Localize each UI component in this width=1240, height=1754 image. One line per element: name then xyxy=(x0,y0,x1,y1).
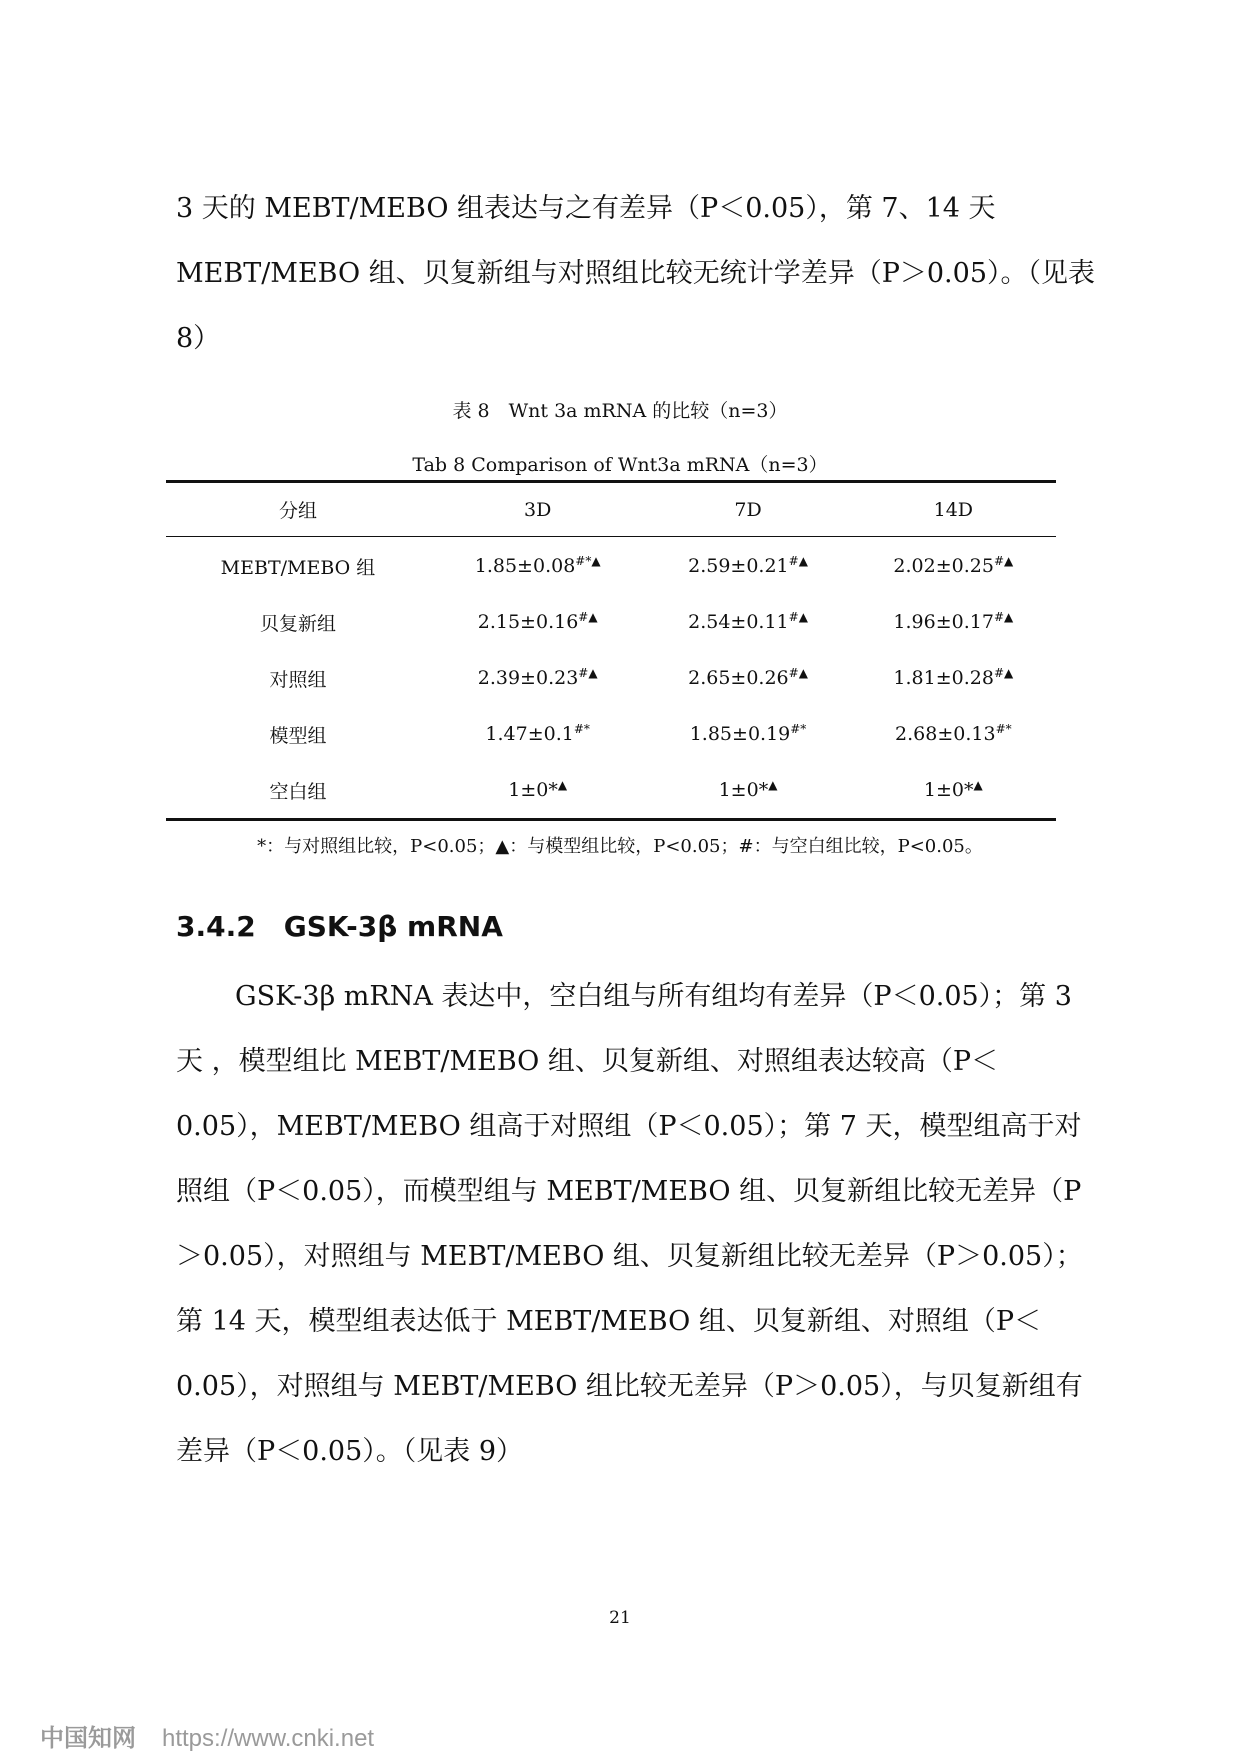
table-row xyxy=(166,537,1056,595)
significance-mark: ▲ xyxy=(557,778,568,792)
significance-mark: #▲ xyxy=(578,610,598,624)
cell-value: 2.39±0.23 xyxy=(477,667,579,689)
cell-14d xyxy=(851,706,1056,762)
page-number: 21 xyxy=(609,1608,631,1628)
cell-value: 1.81±0.28 xyxy=(893,667,994,689)
cell-value: 2.68±0.13 xyxy=(895,723,996,745)
significance-mark: #▲ xyxy=(993,610,1014,624)
cell-14d xyxy=(851,594,1056,650)
cell-7d xyxy=(645,706,850,762)
significance-mark: #* xyxy=(573,722,590,736)
significance-mark: #*▲ xyxy=(575,554,601,568)
cell-value: 2.59±0.21 xyxy=(688,555,789,577)
body-paragraph-1: 3 天的 MEBT/MEBO 组表达与之有差异（P＜0.05），第 7、14 天 MEBT/MEBO 组、贝复新组与对照组比较无统计学差异（P＞0.05）。（见表 8） xyxy=(176,193,1096,354)
significance-mark: #▲ xyxy=(788,554,808,568)
cell-7d xyxy=(645,762,850,820)
table-row xyxy=(166,650,1056,706)
cnki-logo-text: 中国知网 xyxy=(40,1725,136,1752)
significance-mark: #▲ xyxy=(788,610,808,624)
cell-3d xyxy=(430,762,645,820)
cell-3d xyxy=(430,706,645,762)
cell-value: 1.96±0.17 xyxy=(893,611,994,633)
cell-3d xyxy=(430,594,645,650)
wnt3a-table xyxy=(166,480,1056,821)
significance-mark: #▲ xyxy=(993,554,1014,568)
cell-3d xyxy=(430,537,645,595)
cell-14d xyxy=(851,537,1056,595)
table-row xyxy=(166,594,1056,650)
header-7d: 7D xyxy=(645,482,850,537)
row-group-label: MEBT/MEBO 组 xyxy=(220,556,376,579)
row-group-label: 对照组 xyxy=(269,668,327,691)
table-row xyxy=(166,762,1056,820)
cell-value: 1±0* xyxy=(718,779,769,801)
header-14d: 14D xyxy=(851,482,1056,537)
table-footnote: *：与对照组比较，P<0.05；▲：与模型组比较，P<0.05；#：与空白组比较，P<0.05。 xyxy=(257,836,983,857)
significance-mark: ▲ xyxy=(768,778,778,792)
row-group-label: 贝复新组 xyxy=(259,612,336,635)
cell-7d xyxy=(645,594,850,650)
table-caption-en: Tab 8 Comparison of Wnt3a mRNA（n=3） xyxy=(412,454,828,476)
significance-mark: #▲ xyxy=(578,666,598,680)
section-heading: 3.4.2 GSK-3β mRNA xyxy=(176,910,503,943)
cell-value: 2.65±0.26 xyxy=(688,667,789,689)
cell-value: 2.15±0.16 xyxy=(477,611,579,633)
cell-value: 2.54±0.11 xyxy=(688,611,789,633)
table-header-row xyxy=(166,482,1056,537)
cell-7d xyxy=(645,650,850,706)
row-group-label: 空白组 xyxy=(269,780,327,803)
significance-mark: #▲ xyxy=(788,666,808,680)
cell-14d xyxy=(851,650,1056,706)
significance-mark: #* xyxy=(790,722,807,736)
significance-mark: ▲ xyxy=(973,778,983,792)
significance-mark: #▲ xyxy=(993,666,1014,680)
cell-value: 1.85±0.08 xyxy=(474,555,576,577)
table-caption-cn: 表 8 Wnt 3a mRNA 的比较（n=3） xyxy=(452,400,788,422)
significance-mark: #* xyxy=(995,722,1012,736)
cell-value: 1.85±0.19 xyxy=(689,723,791,745)
cell-value: 1±0* xyxy=(508,779,558,801)
cell-3d xyxy=(430,650,645,706)
header-3d: 3D xyxy=(430,482,645,537)
cell-value: 1±0* xyxy=(923,779,974,801)
cell-value: 1.47±0.1 xyxy=(485,723,574,745)
cell-14d xyxy=(851,762,1056,820)
body-paragraph-2: GSK-3β mRNA 表达中，空白组与所有组均有差异（P＜0.05）；第 3 天 ，模型组比 MEBT/MEBO 组、贝复新组、对照组表达较高（P＜0.05），MEBT/MEBO 组高于对照组（P＜0.05）；第 7 天，模型组高于对照组（P＜0.05），而模型组与 MEBT/MEBO 组、贝复新组比较无差异（P＞0.05），对照组与 MEBT/MEBO 组、贝复新组比较无差异（P＞0.05）；第 14 天，模型组表达低于 MEBT/MEBO 组、贝复新组、对照组（P＜0.05），对照组与 MEBT/MEBO 组比较无差异（P＞0.05），与贝复新组有差异（P＜0.05）。（见表 9） xyxy=(176,981,1083,1467)
header-group: 分组 xyxy=(166,482,430,537)
data-table-container xyxy=(166,480,1056,821)
cell-7d xyxy=(645,537,850,595)
cnki-url[interactable]: https://www.cnki.net xyxy=(162,1725,375,1752)
row-group-label: 模型组 xyxy=(269,724,327,747)
table-row xyxy=(166,706,1056,762)
cell-value: 2.02±0.25 xyxy=(893,555,994,577)
cnki-footer xyxy=(40,1718,374,1753)
